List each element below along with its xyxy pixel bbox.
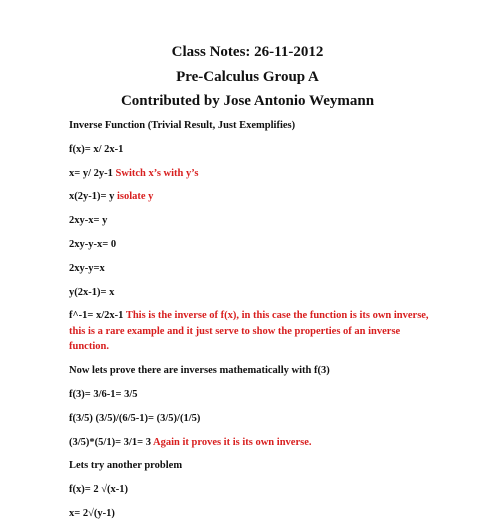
equation-line: f(3)= 3/6-1= 3/5 bbox=[69, 389, 138, 400]
notes-date-heading: Class Notes: 26-11-2012 bbox=[171, 44, 324, 60]
contributor-heading: Contributed by Jose Antonio Weymann bbox=[120, 93, 375, 109]
equation-line: x= 2√(y-1) bbox=[69, 508, 115, 519]
annotation-note: Again it proves it is its own inverse. bbox=[153, 436, 312, 448]
equation-line: 2xy-y=x bbox=[69, 262, 105, 274]
proof-intro: Now lets prove there are inverses mathematically with f(3) bbox=[69, 365, 330, 377]
inverse-result-paragraph bbox=[69, 308, 439, 355]
section-title: Inverse Function (Trivial Result, Just Exemplifies) bbox=[69, 120, 296, 131]
equation-line: 2xy-x= y bbox=[69, 215, 108, 227]
next-problem-intro: Lets try another problem bbox=[69, 460, 183, 472]
equation-line bbox=[69, 435, 439, 451]
equation-line: f(x)= x/ 2x-1 bbox=[69, 143, 124, 155]
equation-line bbox=[69, 189, 439, 205]
equation-text: f^-1= x/2x-1 bbox=[69, 310, 126, 322]
equation-text: x= y/ 2y-1 bbox=[69, 167, 116, 179]
course-heading: Pre-Calculus Group A bbox=[176, 69, 319, 85]
annotation-note: This is the inverse of f(x), in this case the function is its own inverse, this is a rare example and it just serve to show the properties of an inverse function. bbox=[69, 310, 429, 353]
equation-line: f(3/5) (3/5)/(6/5-1)= (3/5)/(1/5) bbox=[69, 412, 201, 424]
annotation-note: isolate y bbox=[116, 191, 154, 203]
equation-line bbox=[69, 166, 439, 182]
equation-text: x(2y-1)= y bbox=[69, 191, 117, 203]
equation-text: (3/5)*(5/1)= 3/1= 3 bbox=[69, 436, 153, 448]
annotation-note: Switch x’s with y’s bbox=[115, 167, 199, 179]
equation-line: f(x)= 2 √(x-1) bbox=[69, 484, 128, 496]
equation-line: y(2x-1)= x bbox=[69, 286, 115, 298]
equation-line: 2xy-y-x= 0 bbox=[69, 239, 117, 250]
